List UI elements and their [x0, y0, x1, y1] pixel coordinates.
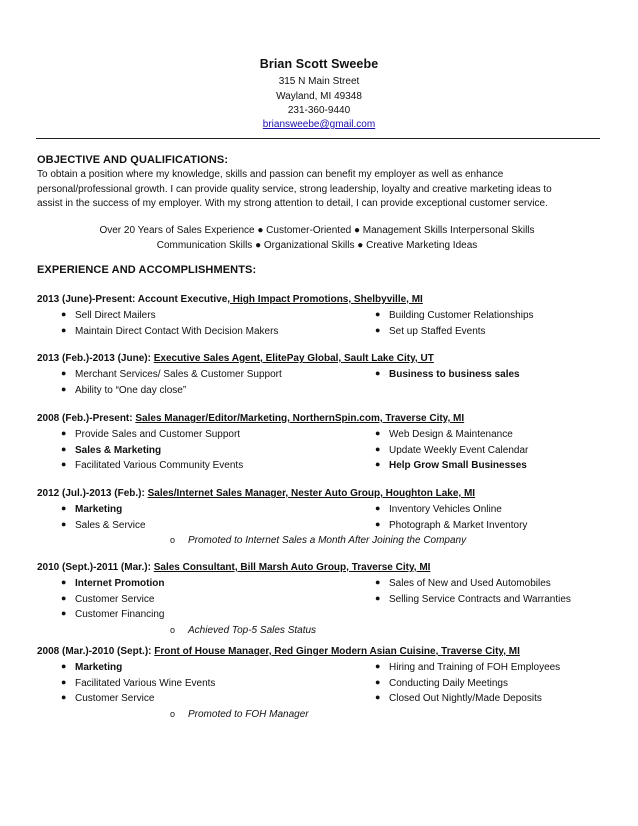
objective-line: assist in the success of my employer. With my strong attention to detail, I can provide exceptional customer service. — [37, 198, 548, 209]
bullet-text: Business to business sales — [389, 369, 520, 380]
bullet-dot-icon: ● — [375, 577, 381, 587]
bullet-dot-icon: ● — [375, 676, 381, 687]
objective-line: personal/professional growth. I can provide quality service, strong leadership, loyalty and creative marketing ideas to — [37, 183, 552, 195]
bullet-dot-icon: ● — [375, 443, 381, 454]
address-city: Wayland, MI 49348 — [276, 91, 362, 102]
bullet-dot-icon: ● — [375, 324, 381, 335]
resume-name: Brian Scott Sweebe — [259, 57, 379, 71]
bullet-dot-icon: ● — [375, 518, 381, 529]
email-line — [0, 119, 638, 130]
bullet-dot-icon: ● — [61, 383, 67, 394]
bullet-dot-icon: ● — [61, 368, 67, 378]
skills-summary — [37, 223, 597, 253]
header-divider — [36, 138, 600, 139]
circle-bullet-icon: o — [170, 624, 176, 635]
bullet-text: Marketing — [75, 662, 123, 673]
job-title — [37, 488, 475, 499]
job-dates: 2008 (Mar.)-2010 (Sept.): — [37, 646, 155, 657]
bullet-text: Customer Service — [75, 693, 155, 704]
job-employer: Sales/Internet Sales Manager, Nester Auto Group, Houghton Lake, MI — [147, 488, 476, 499]
bullet-text: Maintain Direct Contact With Decision Makers — [75, 325, 279, 337]
bullet-dot-icon: ● — [375, 368, 381, 378]
bullet-text: Web Design & Maintenance — [389, 429, 513, 440]
bullet-dot-icon: ● — [61, 459, 67, 469]
bullet-text: Facilitated Various Community Events — [75, 460, 244, 471]
bullet-dot-icon: ● — [375, 661, 381, 671]
bullet-text: Merchant Services/ Sales & Customer Support — [75, 369, 282, 380]
job-employer: Executive Sales Agent, ElitePay Global, Sault Lake City, UT — [153, 353, 434, 364]
bullet-dot-icon: ● — [375, 592, 381, 603]
bullet-text: Internet Promotion — [75, 578, 165, 589]
bullet-text: Closed Out Nightly/Made Deposits — [389, 693, 542, 704]
phone-number: 231-360-9440 — [287, 105, 351, 116]
bullet-dot-icon: ● — [375, 459, 381, 469]
bullet-text: Inventory Vehicles Online — [389, 504, 502, 515]
bullet-dot-icon: ● — [375, 503, 381, 513]
email-link[interactable]: briansweebe@gmail.com — [262, 119, 376, 130]
bullet-text: Sales & Service — [75, 519, 146, 531]
bullet-text: Customer Service — [75, 593, 155, 605]
bullet-text: Sales & Marketing — [75, 444, 162, 456]
sub-bullet-text: Achieved Top-5 Sales Status — [188, 624, 317, 636]
bullet-dot-icon: ● — [61, 428, 67, 438]
bullet-dot-icon: ● — [61, 592, 67, 603]
bullet-dot-icon: ● — [61, 577, 67, 587]
job-employer: Sales Manager/Editor/Marketing, NorthernSpin.com, Traverse City, MI — [135, 413, 465, 424]
job-title — [37, 353, 434, 364]
bullet-dot-icon: ● — [375, 428, 381, 438]
job-employer: Front of House Manager, Red Ginger Modern Asian Cuisine, Traverse City, MI — [154, 646, 520, 657]
job-dates: 2012 (Jul.)-2013 (Feb.): — [37, 488, 148, 499]
job-dates: 2008 (Feb.)-Present: — [37, 413, 136, 424]
bullet-dot-icon: ● — [61, 324, 67, 335]
job-employer: , High Impact Promotions, Shelbyville, MI — [227, 294, 423, 305]
bullet-dot-icon: ● — [61, 661, 67, 671]
experience-heading: EXPERIENCE AND ACCOMPLISHMENTS: — [37, 264, 257, 276]
bullet-text: Building Customer Relationships — [389, 310, 534, 321]
skills-line: Over 20 Years of Sales Experience ● Customer-Oriented ● Management Skills Interpersonal Skills — [99, 225, 535, 236]
bullet-text: Facilitated Various Wine Events — [75, 677, 216, 689]
bullet-text: Sell Direct Mailers — [75, 310, 156, 321]
bullet-text: Provide Sales and Customer Support — [75, 429, 241, 440]
bullet-text: Set up Staffed Events — [389, 325, 486, 337]
job-title — [37, 646, 520, 657]
address-street: 315 N Main Street — [278, 76, 360, 87]
bullet-dot-icon: ● — [61, 676, 67, 687]
job-title — [37, 562, 430, 573]
bullet-dot-icon: ● — [61, 518, 67, 529]
bullet-dot-icon: ● — [61, 608, 67, 618]
job-dates: 2010 (Sept.)-2011 (Mar.): — [37, 562, 154, 573]
bullet-dot-icon: ● — [61, 503, 67, 513]
bullet-dot-icon: ● — [61, 443, 67, 454]
bullet-text: Selling Service Contracts and Warranties — [389, 593, 571, 605]
circle-bullet-icon: o — [170, 535, 176, 545]
job-title — [37, 294, 423, 305]
objective-paragraph — [37, 168, 597, 212]
objective-heading: OBJECTIVE AND QUALIFICATIONS: — [37, 154, 229, 166]
job-dates: 2013 (Feb.)-2013 (June): — [37, 353, 154, 364]
bullet-text: Customer Financing — [75, 609, 165, 620]
bullet-dot-icon: ● — [375, 309, 381, 319]
bullet-text: Marketing — [75, 504, 123, 515]
objective-line: To obtain a position where my knowledge, skills and passion can benefit my employer as well as enhance — [37, 169, 504, 180]
bullet-text: Photograph & Market Inventory — [389, 519, 528, 531]
circle-bullet-icon: o — [170, 708, 176, 719]
bullet-dot-icon: ● — [61, 309, 67, 319]
skills-line: Communication Skills ● Organizational Skills ● Creative Marketing Ideas — [156, 240, 478, 251]
job-title — [37, 413, 464, 424]
bullet-text: Help Grow Small Businesses — [389, 460, 527, 471]
bullet-dot-icon: ● — [61, 692, 67, 702]
sub-bullet-text: Promoted to FOH Manager — [188, 708, 309, 720]
bullet-text: Ability to “One day close” — [75, 384, 187, 396]
job-employer: Sales Consultant, Bill Marsh Auto Group, Traverse City, MI — [153, 562, 431, 573]
sub-bullet-text: Promoted to Internet Sales a Month After Joining the Company — [188, 535, 467, 546]
bullet-text: Update Weekly Event Calendar — [389, 444, 529, 456]
job-dates: 2013 (June)-Present: Account Executive — [37, 294, 228, 305]
bullet-dot-icon: ● — [375, 692, 381, 702]
bullet-text: Conducting Daily Meetings — [389, 677, 508, 689]
bullet-text: Sales of New and Used Automobiles — [389, 578, 551, 589]
bullet-text: Hiring and Training of FOH Employees — [389, 662, 561, 673]
